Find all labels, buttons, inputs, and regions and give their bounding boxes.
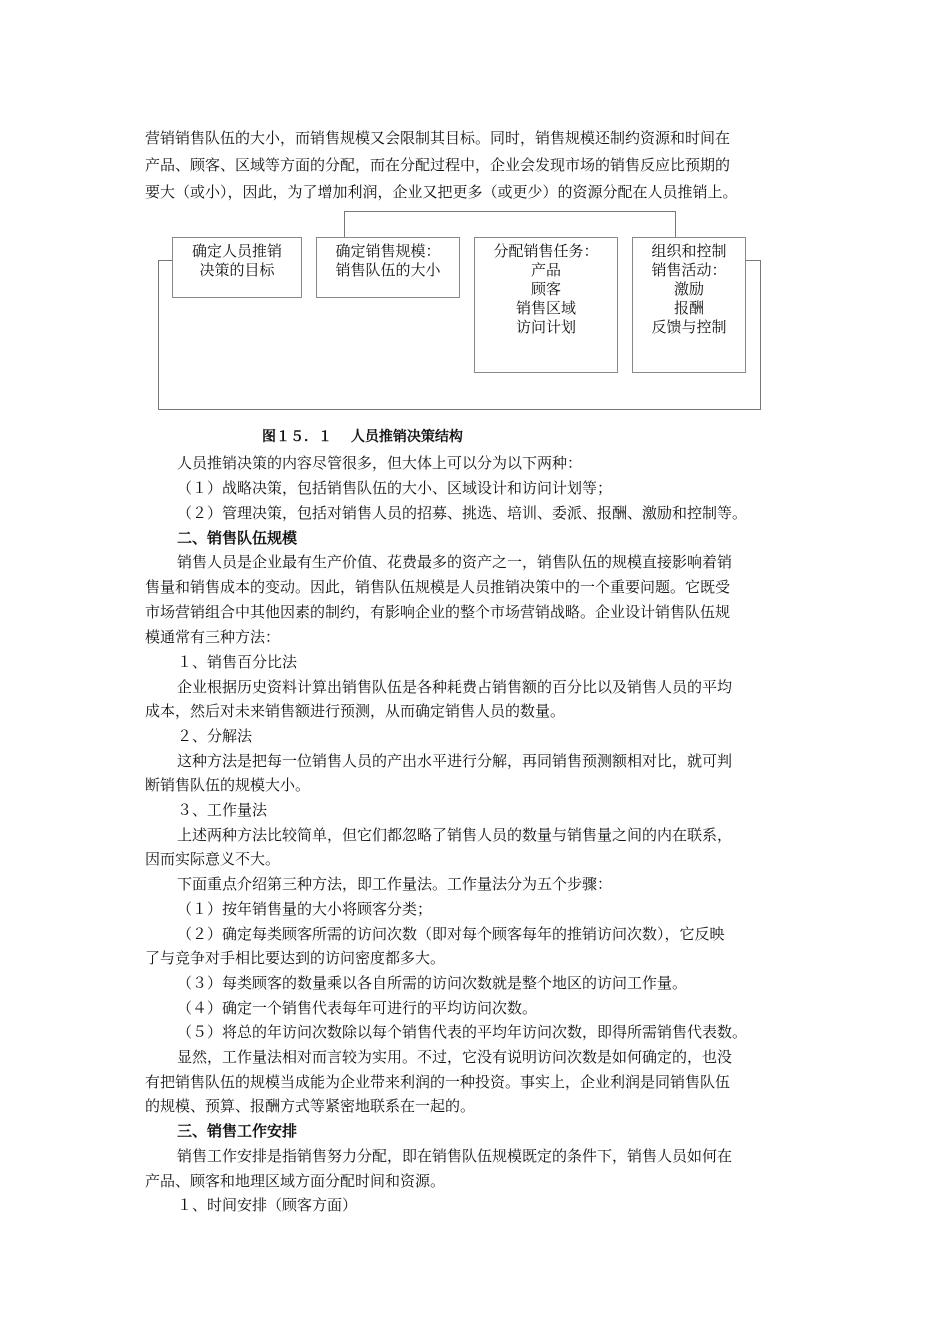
section-heading: 三、销售工作安排 [177,1122,298,1140]
left-connector [158,260,159,410]
step-item: （１）按年销售量的大小将顾客分类； [177,900,433,918]
diagram-box-objectives [172,237,302,298]
intro-line-1: 营销销售队伍的大小，而销售规模又会限制其目标。同时，销售规模还制约资源和时间在 [145,129,731,147]
step-item-cont: 了与竞争对手相比要达到的访问密度都多大。 [145,949,446,967]
paragraph-line: 销售人员是企业最有生产价值、花费最多的资产之一，销售队伍的规模直接影响着销 [177,553,733,571]
box-4-line-3: 激励 [673,280,704,298]
paragraph-line: 售量和销售成本的变动。因此，销售队伍规模是人员推销决策中的一个重要问题。它既受 [145,578,731,596]
paragraph-line: 断销售队伍的规模大小。 [145,776,311,794]
method-heading: ３、工作量法 [177,801,268,819]
paragraph: （１）战略决策，包括销售队伍的大小、区域设计和访问计划等； [177,479,613,497]
box-2-line-2: 销售队伍的大小 [335,261,441,279]
paragraph-line: 有把销售队伍的规模当成能为企业带来利润的一种投资。事实上，企业利润是同销售队伍 [145,1073,731,1091]
top-connector-right [675,211,676,237]
left-connector-stub [158,260,173,261]
diagram-box-allocation [474,237,618,373]
top-connector [344,211,676,212]
paragraph-line: 上述两种方法比较简单，但它们都忽略了销售人员的数量与销售量之间的内在联系， [177,826,733,844]
paragraph-line: 销售工作安排是指销售努力分配，即在销售队伍规模既定的条件下，销售人员如何在 [177,1147,733,1165]
paragraph: 人员推销决策的内容尽管很多，但大体上可以分为以下两种： [177,454,583,472]
paragraph-line: 因而实际意义不大。 [145,850,281,868]
box-1-line-2: 决策的目标 [199,261,275,279]
step-item: （４）确定一个销售代表每年可进行的平均访问次数。 [177,999,538,1017]
paragraph-line: 产品、顾客和地理区域方面分配时间和资源。 [145,1172,446,1190]
step-item: （３）每类顾客的数量乘以各自所需的访问次数就是整个地区的访问工作量。 [177,974,688,992]
paragraph: 下面重点介绍第三种方法，即工作量法。工作量法分为五个步骤： [177,875,613,893]
diagram-box-size [316,237,460,298]
method-heading: １、时间安排（顾客方面） [177,1196,358,1214]
paragraph: （２）管理决策，包括对销售人员的招募、挑选、培训、委派、报酬、激励和控制等。 [177,504,748,522]
paragraph-line: 市场营销组合中其他因素的制约，有影响企业的整个市场营销战略。企业设计销售队伍规 [145,603,731,621]
box-4-line-4: 报酬 [673,299,704,317]
paragraph-line: 成本，然后对未来销售额进行预测，从而确定销售人员的数量。 [145,702,566,720]
step-item: （５）将总的年访问次数除以每个销售代表的平均年访问次数，即得所需销售代表数。 [177,1023,748,1041]
section-heading: 二、销售队伍规模 [177,529,298,547]
box-3-line-2: 产品 [530,261,561,279]
box-3-line-1: 分配销售任务： [493,242,599,260]
paragraph-line: 这种方法是把每一位销售人员的产出水平进行分解，再同销售预测额相对比，就可判 [177,752,733,770]
right-connector-stub [745,260,761,261]
intro-line-2: 产品、顾客、区域等方面的分配，而在分配过程中，企业会发现市场的销售反应比预期的 [145,156,731,174]
step-item: （２）确定每类顾客所需的访问次数（即对每个顾客每年的推销访问次数），它反映 [177,925,725,943]
bottom-connector [158,409,761,410]
paragraph-line: 模通常有三种方法： [145,628,281,646]
figure-caption: 图１５．１ 人员推销决策结构 [262,429,463,445]
box-3-line-4: 销售区域 [515,299,576,317]
box-4-line-1: 组织和控制 [651,242,727,260]
box-4-line-2: 销售活动： [651,261,727,279]
method-heading: ２、分解法 [177,727,253,745]
box-3-line-3: 顾客 [530,280,561,298]
box-1-line-1: 确定人员推销 [191,242,282,260]
diagram-box-control [632,237,746,373]
box-4-line-5: 反馈与控制 [651,318,727,336]
top-connector-left [344,211,345,237]
right-connector [760,260,761,410]
intro-line-3: 要大（或小），因此，为了增加利润，企业又把更多（或更少）的资源分配在人员推销上。 [145,183,738,201]
paragraph-line: 企业根据历史资料计算出销售队伍是各种耗费占销售额的百分比以及销售人员的平均 [177,678,733,696]
box-3-line-5: 访问计划 [515,318,576,336]
box-2-line-1: 确定销售规模： [335,242,441,260]
paragraph-line: 显然，工作量法相对而言较为实用。不过，它没有说明访问次数是如何确定的，也没 [177,1048,733,1066]
method-heading: １、销售百分比法 [177,653,298,671]
paragraph-line: 的规模、预算、报酬方式等紧密地联系在一起的。 [145,1097,476,1115]
